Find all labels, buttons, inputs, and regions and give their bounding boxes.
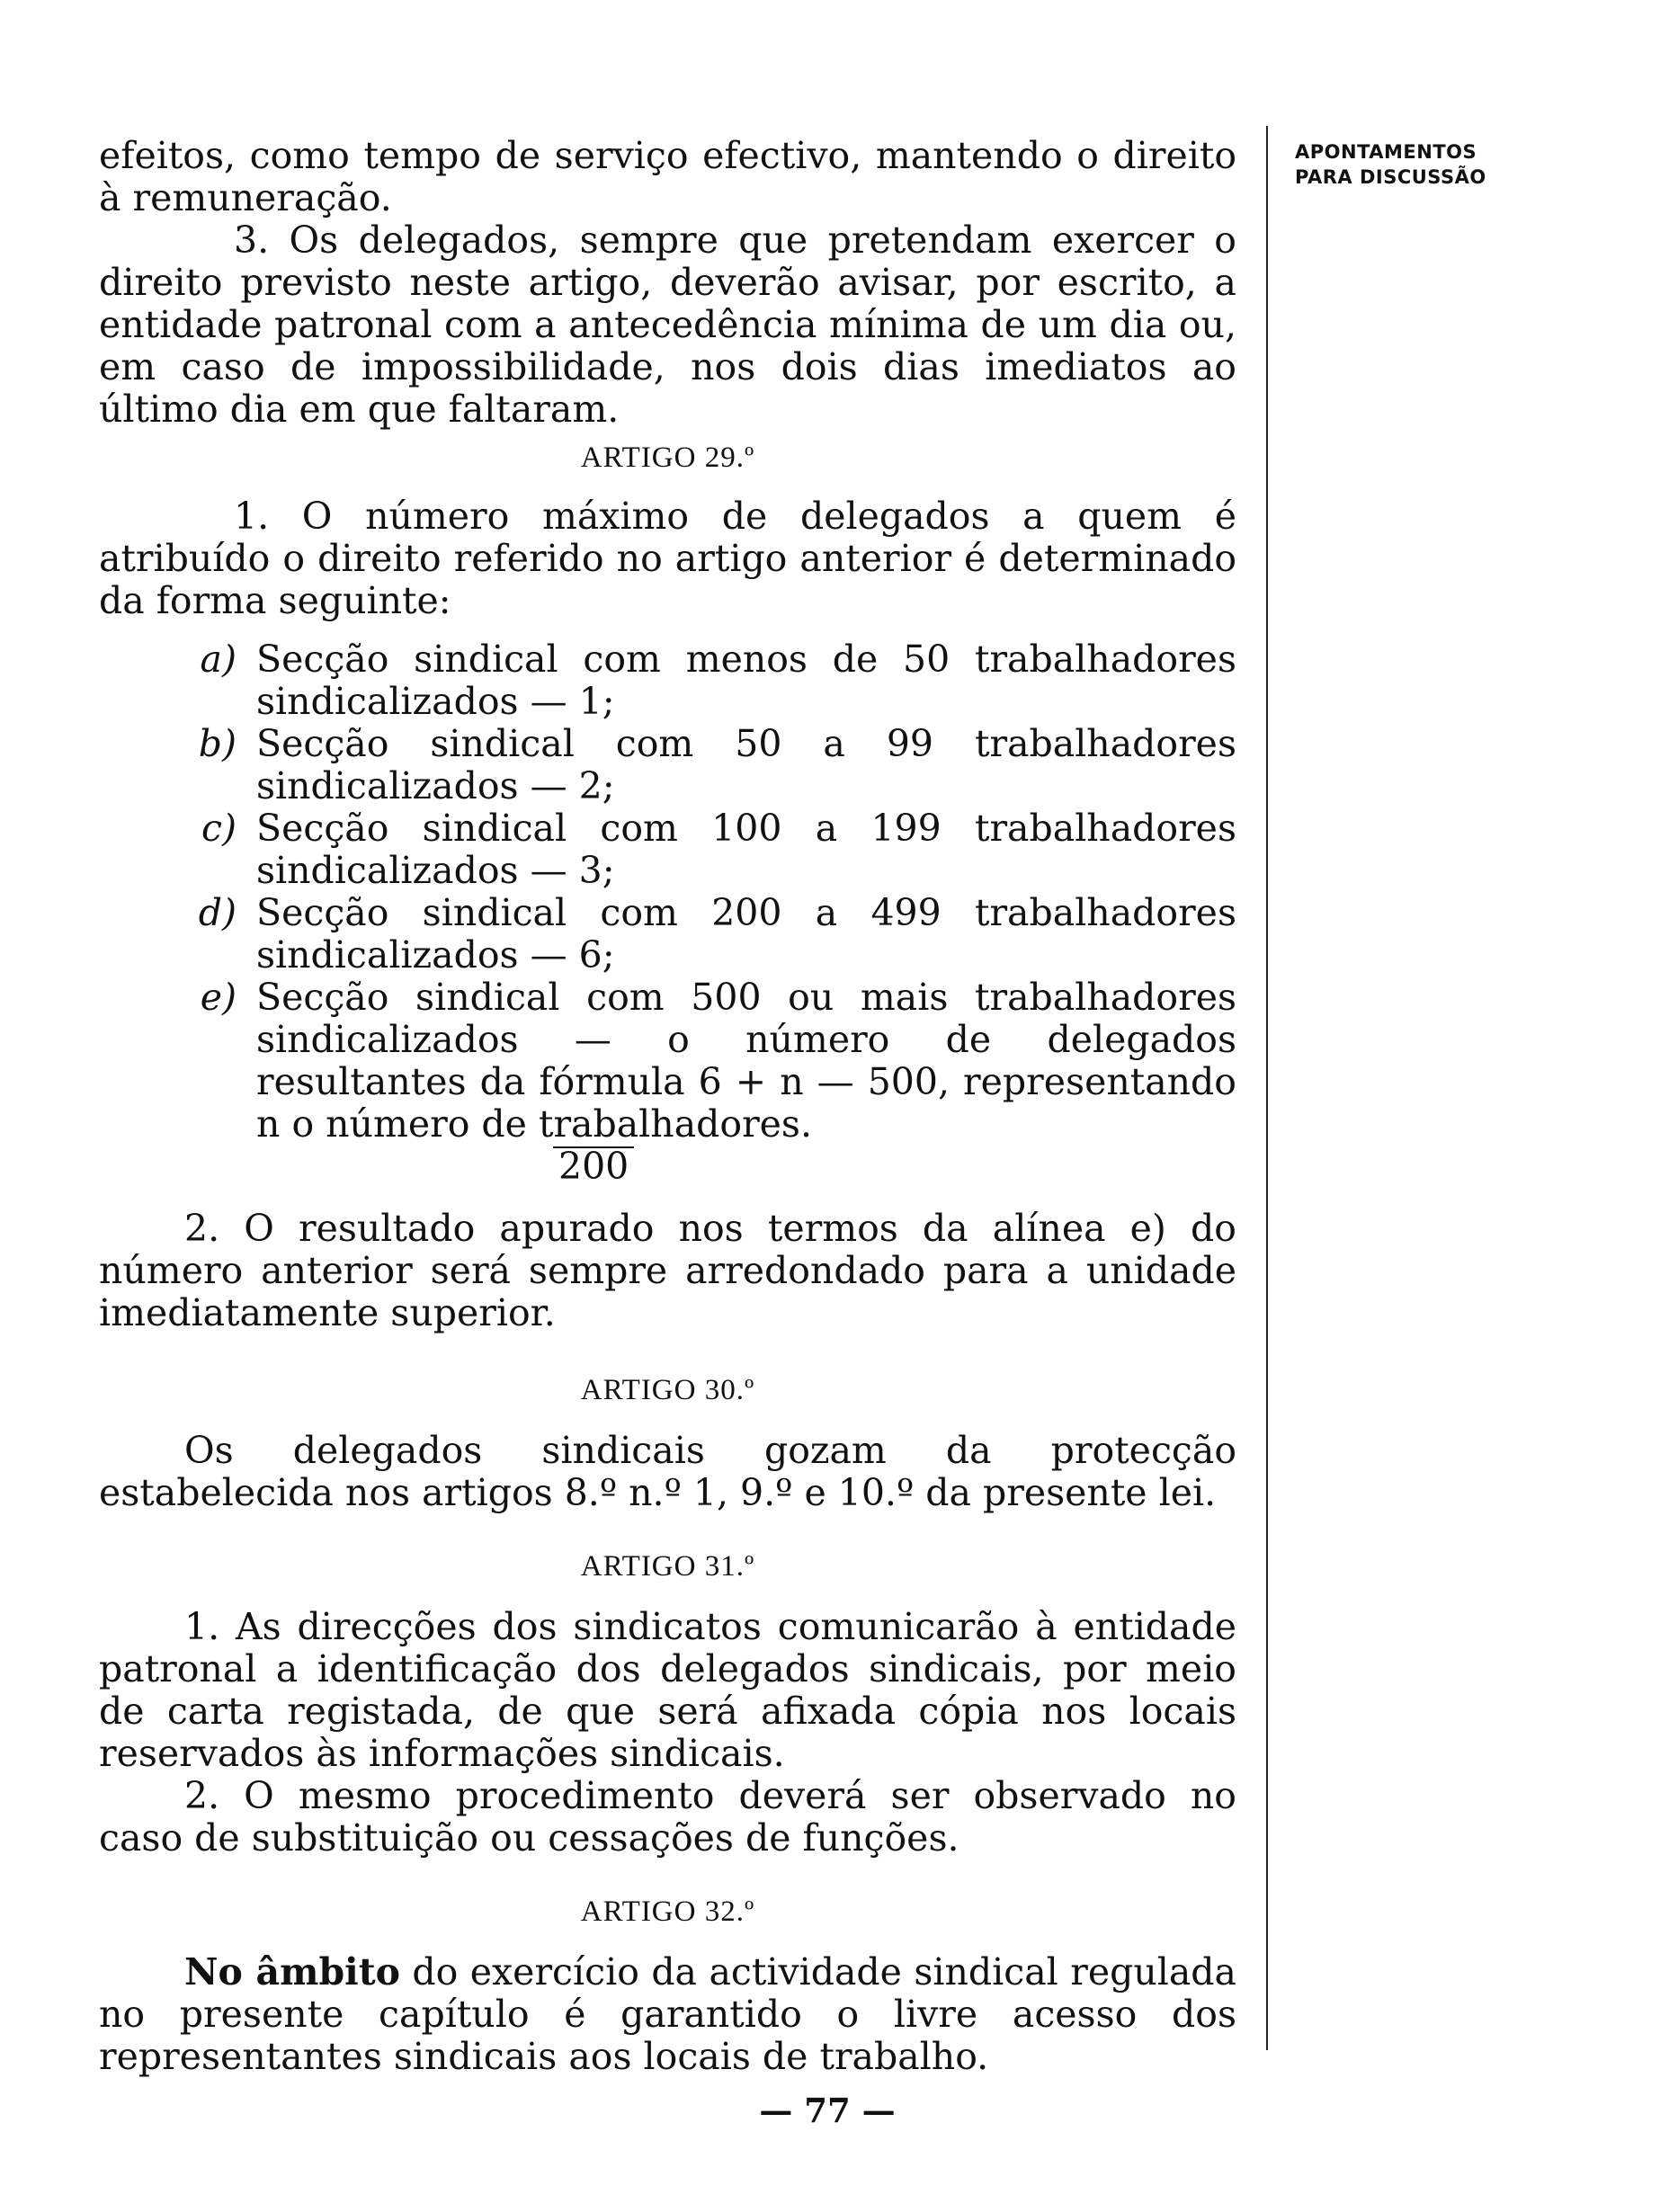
list-item [99,892,1236,977]
margin-rule [1266,126,1268,2050]
margin-note-line-1: APONTAMENTOS [1295,141,1477,163]
paragraph-3: 3. Os delegados, sempre que pretendam exercer o direito previsto neste artigo, deverão avisar, por escrito, a entidade patronal com a antecedência mínima de um dia ou, em caso de impossibilidade, nos dois dias imediatos ao último dia em que faltaram. [99,219,1236,431]
article-30-paragraph: Os delegados sindicais gozam da protecção estabelecida nos artigos 8.º n.º 1, 9.º e 10.º da presente lei. [99,1429,1236,1514]
article-32-heading: ARTIGO 32.º [580,1895,755,1928]
margin-note [1295,139,1583,190]
list-item [99,723,1236,807]
list-item-text: Secção sindical com 50 a 99 trabalhadores sindicalizados — 2; [256,722,1236,807]
list-item-text: Secção sindical com 100 a 199 trabalhadores sindicalizados — 3; [256,807,1236,892]
article-31-paragraph-1: 1. As direcções dos sindicatos comunicarão à entidade patronal a identificação dos delegados sindicais, por meio de carta registada, de que será afixada cópia nos locais reservados às informações sindicais. [99,1605,1236,1775]
article-32-paragraph [99,1951,1236,2078]
list-item-text: Secção sindical com 500 ou mais trabalhadores sindicalizados — o número de delegados resultantes da fórmula 6 + n — 500, representando n o número de trabalhadores. [256,976,1236,1146]
article-29-paragraph-2: 2. O resultado apurado nos termos da alínea e) do número anterior será sempre arredondado para a unidade imediatamente superior. [99,1207,1236,1334]
list-item-text: Secção sindical com menos de 50 trabalhadores sindicalizados — 1; [256,638,1236,723]
article-30-heading: ARTIGO 30.º [580,1374,755,1406]
paragraph-continuation: efeitos, como tempo de serviço efectivo, mantendo o direito à remuneração. [99,134,1236,219]
margin-note-line-2: PARA DISCUSSÃO [1295,166,1486,188]
list-item-label: e) [200,976,237,1019]
formula-denominator-row [99,1146,1236,1188]
main-text-column [99,135,1236,2078]
list-item [99,807,1236,892]
article-32-text: do exercício da actividade sindical regulada no presente capítulo é garantido o livre acesso dos representantes sindicais aos locais de trabalho. [99,1950,1236,2078]
list-item-text: Secção sindical com 200 a 499 trabalhadores sindicalizados — 6; [256,891,1236,977]
bold-phrase: No âmbito [184,1950,400,1993]
list-item [99,638,1236,723]
article-29-list [99,638,1236,1188]
list-item-label: d) [198,891,237,934]
list-item-label: c) [201,807,237,850]
list-item-label: b) [198,722,237,765]
article-31-paragraph-2: 2. O mesmo procedimento deverá ser observado no caso de substituição ou cessações de funções. [99,1774,1236,1860]
formula-denominator: 200 [553,1146,634,1184]
page-number: — 77 — [759,2091,896,2130]
article-31-heading: ARTIGO 31.º [580,1550,755,1583]
list-item-label: a) [200,638,237,681]
article-29-paragraph-1: 1. O número máximo de delegados a quem é atribuído o direito referido no artigo anterior é determinado da forma seguinte: [99,495,1236,622]
article-29-heading: ARTIGO 29.º [580,442,755,474]
list-item [99,977,1236,1146]
